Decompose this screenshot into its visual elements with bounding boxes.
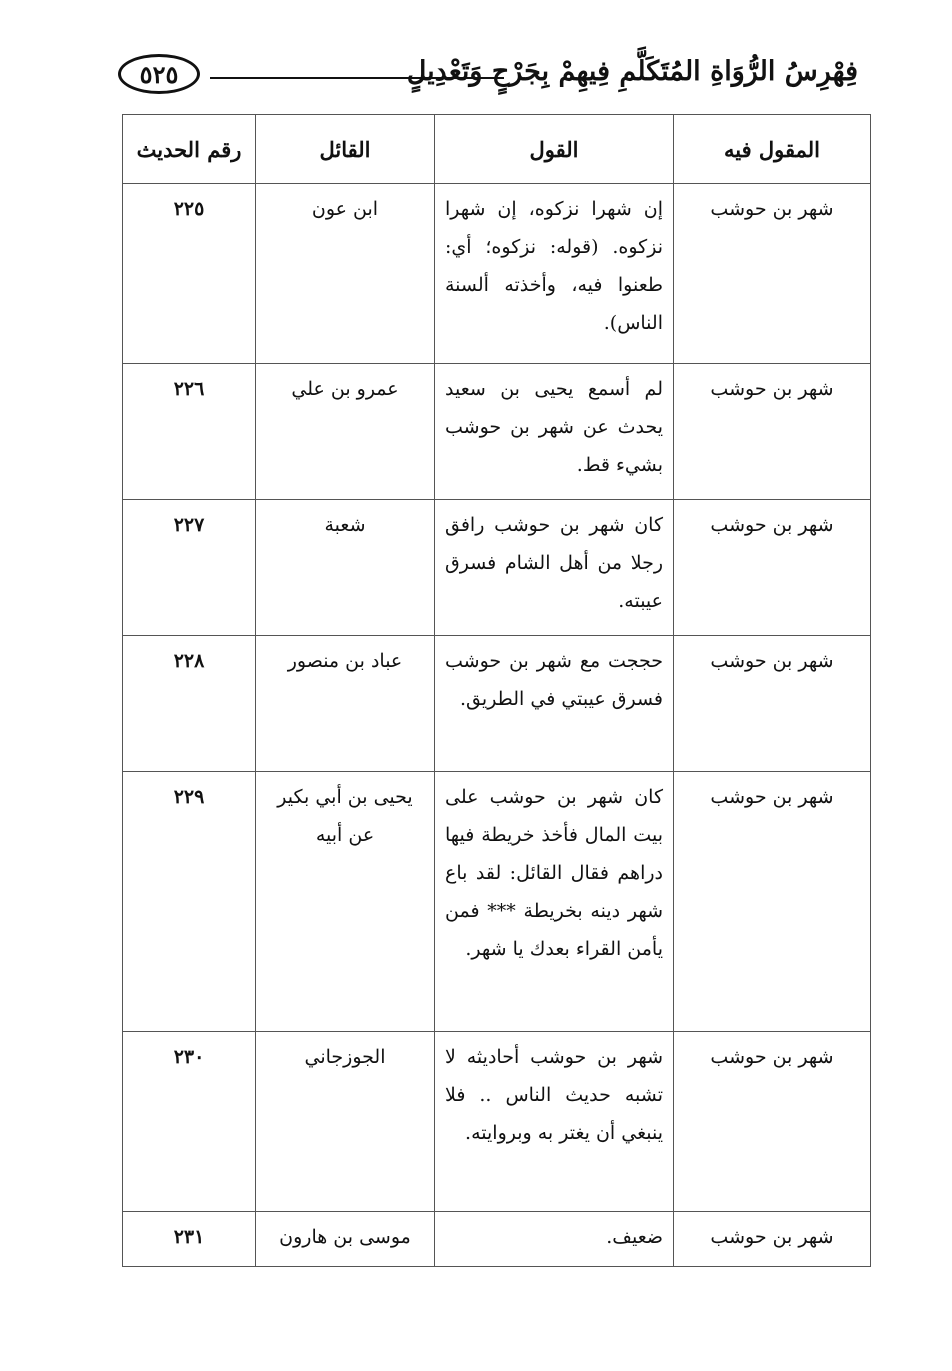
cell-saying: شهر بن حوشب أحاديثه لا تشبه حديث الناس .. فلا ينبغي أن يغتر به وبروايته.: [435, 1032, 674, 1212]
table-row: [123, 636, 871, 772]
column-header-hadith-number: رقم الحديث: [123, 115, 256, 184]
cell-subject: شهر بن حوشب: [674, 500, 871, 636]
cell-saying: كان شهر بن حوشب رافق رجلا من أهل الشام فسرق عيبته.: [435, 500, 674, 636]
cell-saying: لم أسمع يحيى بن سعيد يحدث عن شهر بن حوشب بشيء قط.: [435, 364, 674, 500]
cell-sayer: شعبة: [256, 500, 435, 636]
cell-sayer: يحيى بن أبي بكير عن أبيه: [256, 772, 435, 1032]
cell-subject: شهر بن حوشب: [674, 636, 871, 772]
cell-hadith-number: ٢٢٦: [123, 364, 256, 500]
cell-sayer: موسى بن هارون: [256, 1212, 435, 1267]
table-row: [123, 772, 871, 1032]
cell-sayer: ابن عون: [256, 184, 435, 364]
page-number: ٥٢٥: [118, 54, 200, 94]
cell-saying: إن شهرا نزكوه، إن شهرا نزكوه. (قوله: نزكوه؛ أي: طعنوا فيه، وأخذته ألسنة الناس).: [435, 184, 674, 364]
narrators-table: [122, 114, 871, 1267]
table-row: [123, 1032, 871, 1212]
cell-subject: شهر بن حوشب: [674, 772, 871, 1032]
cell-sayer: الجوزجاني: [256, 1032, 435, 1212]
column-header-subject: المقول فيه: [674, 115, 871, 184]
cell-sayer: عمرو بن علي: [256, 364, 435, 500]
page-header: [118, 50, 858, 100]
cell-hadith-number: ٢٣١: [123, 1212, 256, 1267]
cell-hadith-number: ٢٢٥: [123, 184, 256, 364]
header-title: فِهْرِسُ الرُّوَاةِ المُتَكَلَّمِ فِيهِمْ بِجَرْحٍ وَتَعْدِيلٍ: [406, 56, 858, 87]
cell-subject: شهر بن حوشب: [674, 1212, 871, 1267]
column-header-sayer: القائل: [256, 115, 435, 184]
cell-saying: ضعيف.: [435, 1212, 674, 1267]
table-row: [123, 184, 871, 364]
header-rule: [210, 77, 504, 79]
cell-saying: حججت مع شهر بن حوشب فسرق عيبتي في الطريق.: [435, 636, 674, 772]
cell-subject: شهر بن حوشب: [674, 184, 871, 364]
table-header-row: [123, 115, 871, 184]
cell-subject: شهر بن حوشب: [674, 364, 871, 500]
cell-hadith-number: ٢٣٠: [123, 1032, 256, 1212]
cell-saying: كان شهر بن حوشب على بيت المال فأخذ خريطة فيها دراهم فقال القائل: لقد باع شهر دينه بخريطة *** فمن يأمن القراء بعدك يا شهر.: [435, 772, 674, 1032]
cell-hadith-number: ٢٢٩: [123, 772, 256, 1032]
column-header-saying: القول: [435, 115, 674, 184]
cell-hadith-number: ٢٢٧: [123, 500, 256, 636]
cell-subject: شهر بن حوشب: [674, 1032, 871, 1212]
cell-hadith-number: ٢٢٨: [123, 636, 256, 772]
table-row: [123, 364, 871, 500]
cell-sayer: عباد بن منصور: [256, 636, 435, 772]
table-row: [123, 500, 871, 636]
table-row: [123, 1212, 871, 1267]
